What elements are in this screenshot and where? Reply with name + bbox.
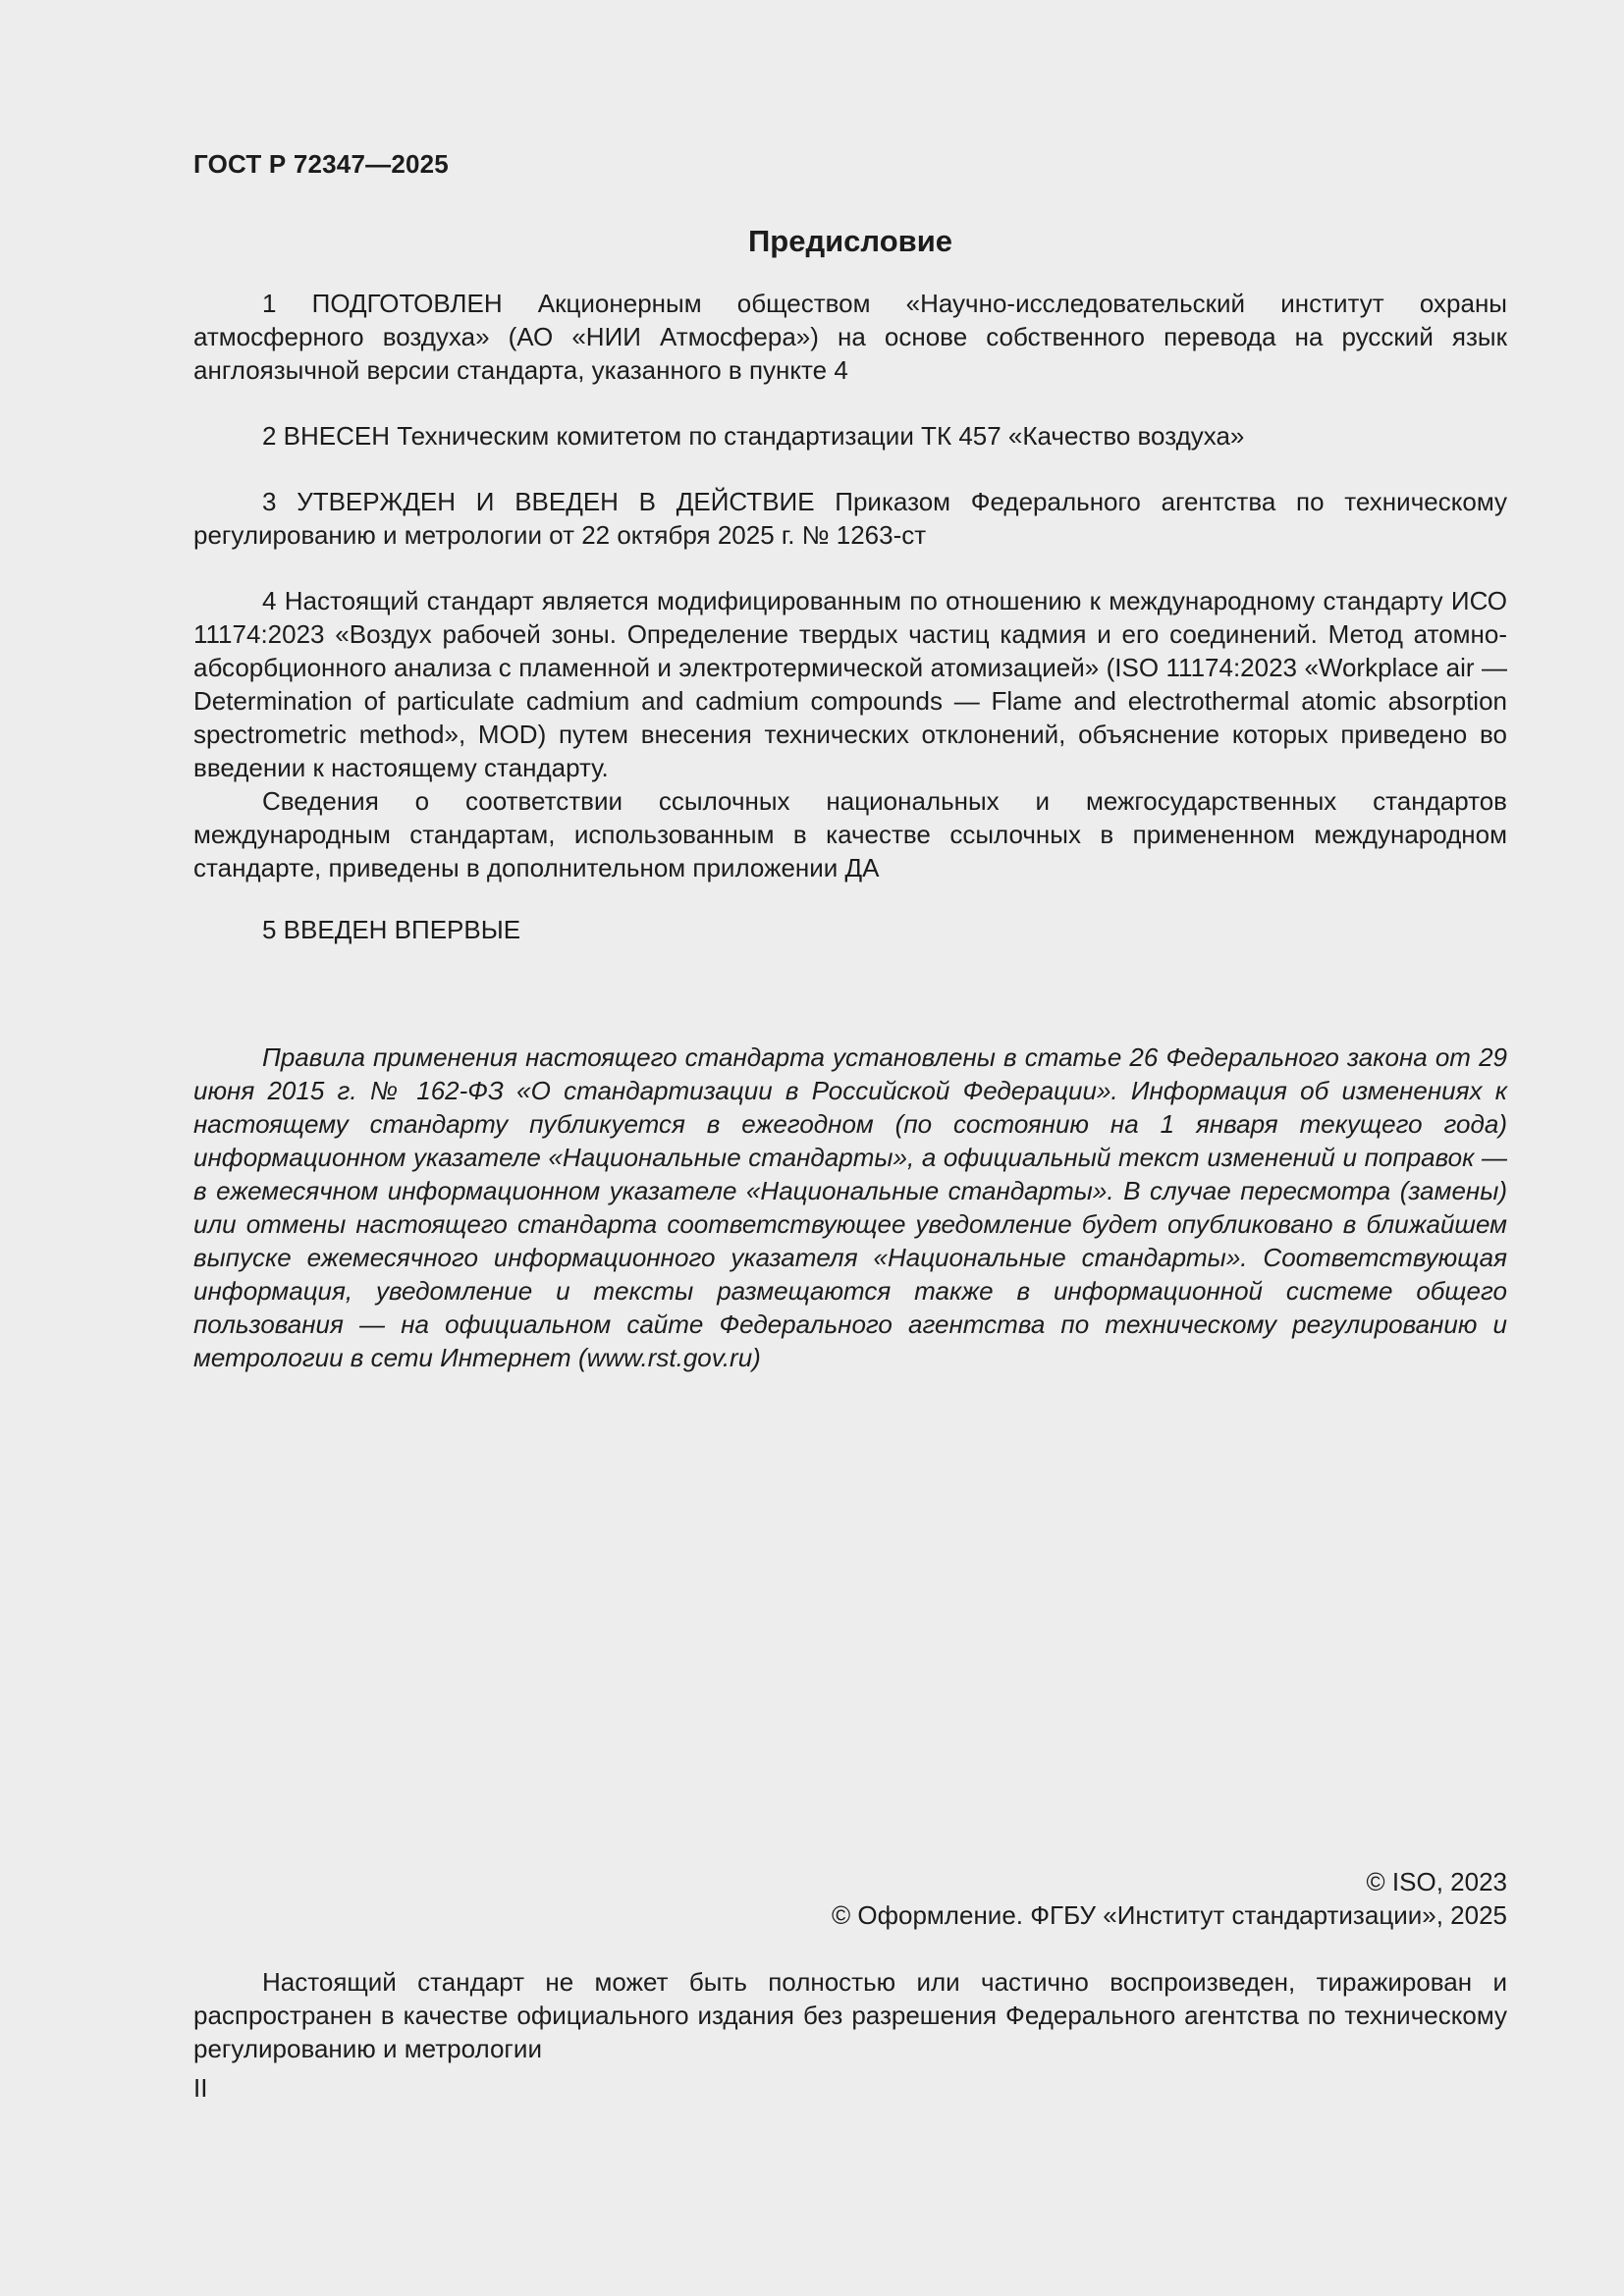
preface-item-1-text: 1 ПОДГОТОВЛЕН Акционерным обществом «Научно-исследовательский институт охраны атмосферного воздуха» (АО «НИИ Атмосфера») на основе собственного перевода на русский язык англоязычной версии стандарта, указанного в пункте 4: [193, 289, 1507, 385]
document-code-header: ГОСТ Р 72347—2025: [193, 149, 449, 179]
preface-item-4-text: 4 Настоящий стандарт является модифицированным по отношению к международному стандарту ИСО 11174:2023 «Воздух рабочей зоны. Определение твердых частиц кадмия и его соединений. Метод атомно-абсорбционного анализа с пламенной и электротермической атомизацией» (ISO 11174:2023 «Workplace air — Determination of particulate cadmium and cadmium compounds — Flame and electrothermal atomic absorption spectrometric method», MOD) путем внесения технических отклонений, объяснение которых приведено во введении к настоящему стандарту.: [193, 586, 1507, 782]
page-title: Предисловие: [747, 224, 952, 258]
preface-item-2: [193, 419, 1507, 453]
preface-item-5: [193, 913, 1507, 946]
copyright-block: [193, 1865, 1507, 1932]
preface-item-3-text: 3 УТВЕРЖДЕН И ВВЕДЕН В ДЕЙСТВИЕ Приказом Федерального агентства по техническому регулированию и метрологии от 22 октября 2025 г. № 1263-ст: [193, 487, 1507, 550]
preface-item-2-text: 2 ВНЕСЕН Техническим комитетом по стандартизации ТК 457 «Качество воздуха»: [262, 421, 1245, 451]
reproduction-note-text: Настоящий стандарт не может быть полностью или частично воспроизведен, тиражирован и распространен в качестве официального издания без разрешения Федерального агентства по техническому регулированию и метрологии: [193, 1967, 1507, 2063]
preface-item-5-text: 5 ВВЕДЕН ВПЕРВЫЕ: [262, 915, 521, 944]
preface-item-3: [193, 485, 1507, 552]
page-number: II: [193, 2073, 208, 2103]
reproduction-note-block: [193, 1965, 1507, 2065]
rules-note-block: [193, 1041, 1507, 1374]
copyright-design: © Оформление. ФГБУ «Институт стандартизации», 2025: [832, 1900, 1507, 1930]
preface-item-4-note: Сведения о соответствии ссылочных национальных и межгосударственных стандартов международным стандартам, использованным в качестве ссылочных в примененном международном стандарте, приведены в дополнительном приложении ДА: [193, 786, 1507, 882]
preface-item-1: [193, 287, 1507, 387]
preface-item-4: [193, 584, 1507, 884]
copyright-iso: © ISO, 2023: [1366, 1867, 1507, 1896]
rules-note-text: Правила применения настоящего стандарта установлены в статье 26 Федерального закона от 29 июня 2015 г. № 162-ФЗ «О стандартизации в Российской Федерации». Информация об изменениях к настоящему стандарту публикуется в ежегодном (по состоянию на 1 января текущего года) информационном указателе «Национальные стандарты», а официальный текст изменений и поправок — в ежемесячном информационном указателе «Национальные стандарты». В случае пересмотра (замены) или отмены настоящего стандарта соответствующее уведомление будет опубликовано в ближайшем выпуске ежемесячного информационного указателя «Национальные стандарты». Соответствующая информация, уведомление и тексты размещаются также в информационной системе общего пользования — на официальном сайте Федерального агентства по техническому регулированию и метрологии в сети Интернет (www.rst.gov.ru): [193, 1042, 1507, 1372]
